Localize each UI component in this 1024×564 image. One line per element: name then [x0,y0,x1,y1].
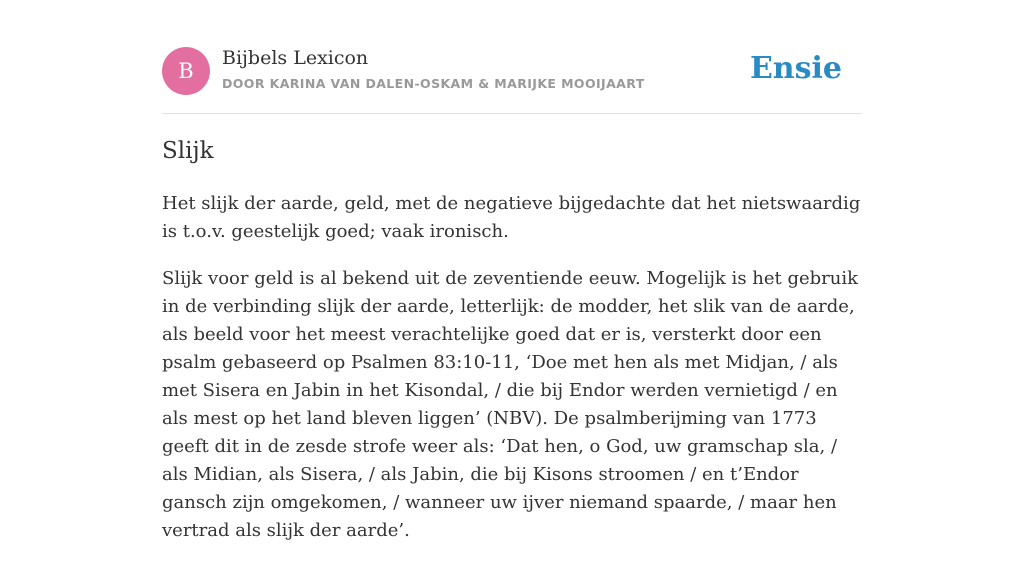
header-divider [162,113,862,114]
book-title[interactable]: Bijbels Lexicon [222,47,369,69]
entry-content [162,190,868,564]
entry-paragraph: Slijk voor geld is al bekend uit de zeventiende eeuw. Mogelijk is het gebruik in de verbinding slijk der aarde, letterlijk: de modder, het slik van de aarde, als beeld voor het meest verachtelijke goed dat er is, versterkt door een psalm gebaseerd op Psalmen 83:10-11, ‘Doe met hen als met Midjan, / als met Sisera en Jabin in het Kisondal, / die bij Endor werden vernietigd / en als mest op het land bleven liggen’ (NBV). De psalmberijming van 1773 geeft dit in de zesde strofe weer als: ‘Dat hen, o God, uw gramschap sla, / als Midian, als Sisera, / als Jabin, die bij Kisons stroomen / en t’Endor gansch zijn omgekomen, / wanneer uw ijver niemand spaarde, / maar hen vertrad als slijk der aarde’. [162,268,859,541]
entry-term: Slijk [162,138,214,164]
avatar[interactable]: B [162,47,210,95]
brand-logo[interactable]: Ensie [749,51,842,86]
header [162,46,862,96]
entry-paragraph: Het slijk der aarde, geld, met de negatieve bijgedachte dat het nietswaardig is t.o.v. geestelijk goed; vaak ironisch. [162,193,861,242]
authors-line: DOOR KARINA VAN DALEN-OSKAM & MARIJKE MOOIJAART [222,76,645,91]
